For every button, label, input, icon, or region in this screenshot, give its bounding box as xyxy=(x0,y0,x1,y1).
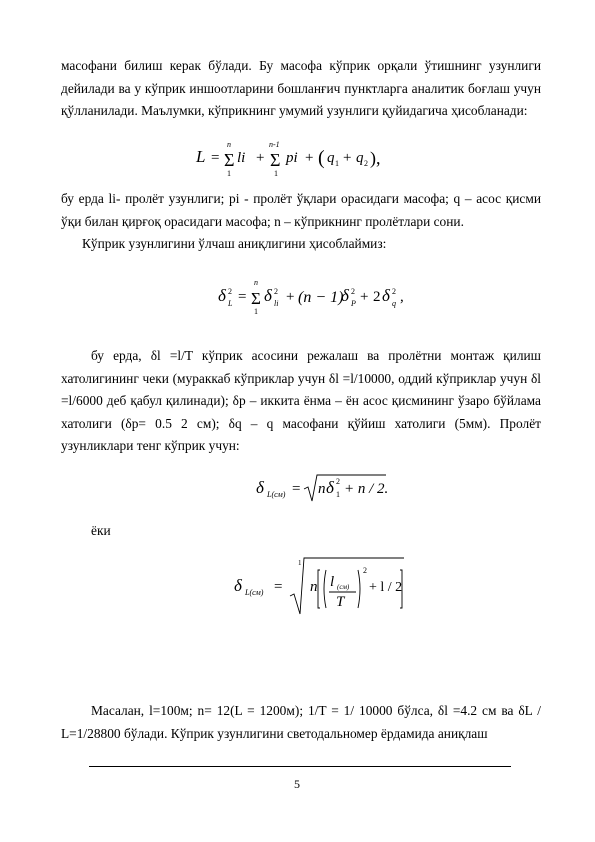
f4-paren-left xyxy=(324,570,326,608)
f2-delta-sq: 2 xyxy=(228,287,232,296)
f2-sum: Σ xyxy=(251,289,261,308)
f2-two: 2 xyxy=(373,289,381,305)
f2-delta-q: δ xyxy=(382,286,390,305)
f1-eq: = xyxy=(211,150,220,166)
f4-bracket-left xyxy=(318,570,320,608)
f2-comma: , xyxy=(400,289,404,305)
paragraph-accuracy: Кўприк узунлигини ўлчаш аниқлигини ҳисоблаймиз: xyxy=(82,236,387,251)
f2-p-sub: P xyxy=(351,299,356,308)
f2-sum-top: n xyxy=(254,278,258,287)
f1-lhs: L xyxy=(196,147,206,166)
f4-paren-right xyxy=(358,570,360,608)
f3-delta1: δ xyxy=(326,478,334,497)
paragraph-intro: масофани билиш керак бўлади. Бу масофа кўприк орқали ўтишнинг узунлиги дейилади ва у кўприк иншоотларини бошланғич пунктларга аналитик боғлаш учун қўлланилади. Маълумки, кўприкнинг умумий узунлиги қуйидагича ҳисобланади: xyxy=(61,58,541,118)
f1-plus2: + xyxy=(305,150,314,166)
f1-sum2-top: n-1 xyxy=(269,140,280,149)
f2-p-sq: 2 xyxy=(351,287,355,296)
formula-total-length xyxy=(196,134,416,182)
f2-eq: = xyxy=(238,289,247,305)
f1-term1: li xyxy=(237,150,246,166)
f1-sum2-bot: 1 xyxy=(274,169,278,178)
f2-delta-li: δ xyxy=(264,286,272,305)
f1-sum1-bot: 1 xyxy=(227,169,231,178)
f2-n-minus: (n − 1) xyxy=(298,289,344,306)
formula-alternative xyxy=(234,556,414,622)
f1-sum1-top: n xyxy=(227,140,231,149)
paragraph-explanation: бу ерда, δl =l/T кўприк асосини режалаш ва пролётни монтаж қилиш хатолигининг чеки (мураккаб кўприклар учун δl =l/10000, оддий кўприклар учун δl =l/6000 деб қабул қилинади); δp – иккита ёнма – ён асос қисмининг ўзаро бўйлама хатолиги (δp= 0.5 2 см); δq – q масофани қўйиш хатолиги (5мм). Пролёт узунликлари тенг кўприк учун: xyxy=(61,348,541,453)
f1-q1: q xyxy=(327,150,335,166)
paragraph-definitions: бу ерда li- пролёт узунлиги; pi - пролёт ўқлари орасидаги масофа; q – асос қисми ўқи билан қирғоқ орасидаги масофа; n – кўприкнинг пролётлари сони. xyxy=(61,191,541,229)
f3-sub: L(см) xyxy=(267,490,286,499)
f4-n: n xyxy=(310,579,318,595)
formula-equal-spans xyxy=(256,471,396,507)
f1-q2-sub: 2 xyxy=(364,159,368,168)
f2-delta: δ xyxy=(218,286,226,305)
f1-term2: pi xyxy=(286,150,298,166)
f1-open: ( xyxy=(318,147,325,169)
f3-delta: δ xyxy=(256,478,264,497)
f1-plus3: + xyxy=(343,150,352,166)
f4-sub: L(см) xyxy=(245,588,264,597)
f2-plus1: + xyxy=(286,289,295,305)
f2-plus2: + xyxy=(360,289,369,305)
f2-delta-sub: L xyxy=(228,299,233,308)
f2-li-sub: li xyxy=(274,299,279,308)
f1-sum2: Σ xyxy=(270,150,281,170)
f2-li-sq: 2 xyxy=(274,287,278,296)
f4-sq: 2 xyxy=(363,566,367,575)
f2-delta-p: δ xyxy=(341,286,349,305)
formula-accuracy-delta-L xyxy=(218,268,418,324)
paragraph-example: Масалан, l=100м; n= 12(L = 1200м); 1/T = 1/ 10000 бўлса, δl =4.2 см ва δL / L=1/28800 бўлади. Кўприк узунлигини светодальномер ёрдамида аниқлаш xyxy=(61,703,541,741)
f1-q2: q xyxy=(356,150,364,166)
footer-rule xyxy=(89,766,511,767)
f3-eq: = xyxy=(292,481,301,497)
f4-lsub: (см) xyxy=(337,583,350,591)
f4-l: l xyxy=(330,574,335,590)
f4-one: 1 xyxy=(298,559,302,567)
f4-eq: = xyxy=(274,579,283,595)
f2-sum-bot: 1 xyxy=(254,307,258,316)
paragraph-or: ёки xyxy=(91,523,111,538)
f1-plus1: + xyxy=(256,150,265,166)
page-number: 5 xyxy=(294,777,300,791)
f1-q1-sub: 1 xyxy=(335,159,339,168)
f1-sum1: Σ xyxy=(224,150,235,170)
f3-tail: + n / 2. xyxy=(344,481,389,497)
f3-delta1-sq: 2 xyxy=(336,477,340,486)
f2-q-sub: q xyxy=(392,299,396,308)
f4-tail: + l / 2 xyxy=(369,580,403,595)
f4-T: T xyxy=(336,594,345,610)
f3-n: n xyxy=(318,481,326,497)
f1-close: ), xyxy=(370,148,381,168)
f3-delta1-sub: 1 xyxy=(336,490,340,499)
f4-delta: δ xyxy=(234,576,242,595)
f2-q-sq: 2 xyxy=(392,287,396,296)
